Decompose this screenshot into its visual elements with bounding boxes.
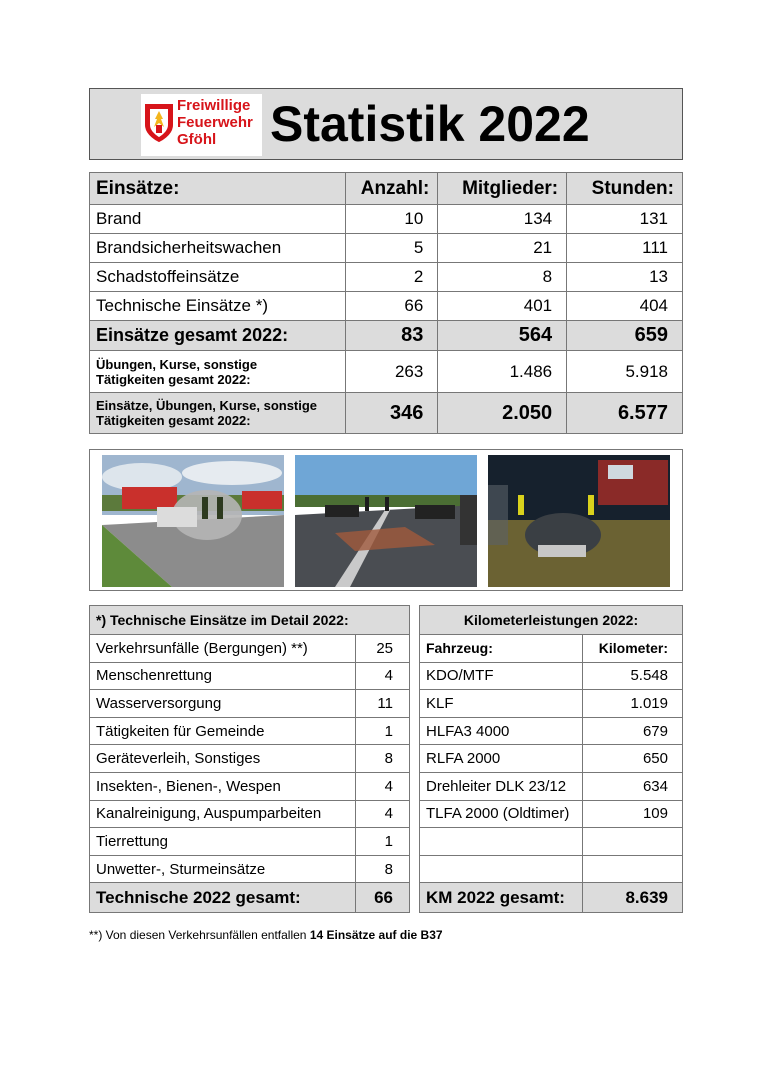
table-row [420,828,683,856]
einsaetze-total-row [90,321,683,351]
vehicle-name: KLF [420,690,583,718]
row-count: 8 [356,855,410,883]
vehicle-km [583,855,683,883]
total-stunden: 659 [567,321,683,351]
cell-anzahl: 2 [346,263,438,292]
technische-total-value: 66 [356,883,410,913]
cell-anzahl: 10 [346,205,438,234]
col-kilometer: Kilometer: [583,635,683,663]
cell-mitglieder: 401 [438,292,567,321]
gesamt-label-line-2: Tätigkeiten gesamt 2022: [96,413,251,428]
row-count: 1 [356,717,410,745]
col-mitglieder: Mitglieder: [438,173,567,205]
total-anzahl: 83 [346,321,438,351]
uebungen-mitglieder: 1.486 [438,351,567,393]
total-label: Einsätze gesamt 2022: [90,321,346,351]
row-label: Brand [90,205,346,234]
row-count: 4 [356,662,410,690]
row-label: Insekten-, Bienen-, Wespen [90,772,356,800]
row-label: Schadstoffeinsätze [90,263,346,292]
table-row [90,855,410,883]
km-header: Kilometerleistungen 2022: [420,606,683,635]
table-row [420,855,683,883]
einsaetze-header-row [90,173,683,205]
table-row [420,800,683,828]
technische-table [89,605,410,913]
uebungen-anzahl: 263 [346,351,438,393]
page-title: Statistik 2022 [270,96,590,152]
technische-total-label: Technische 2022 gesamt: [90,883,356,913]
vehicle-km: 109 [583,800,683,828]
table-row [90,772,410,800]
vehicle-name: TLFA 2000 (Oldtimer) [420,800,583,828]
row-label: Tierrettung [90,828,356,856]
cell-stunden: 111 [567,234,683,263]
cell-anzahl: 66 [346,292,438,321]
vehicle-km [583,828,683,856]
gesamt-anzahl: 346 [346,393,438,434]
cell-stunden: 13 [567,263,683,292]
footnote [89,928,443,942]
table-row [90,292,683,321]
logo-line-3: Gföhl [177,131,217,148]
cell-mitglieder: 21 [438,234,567,263]
footnote-bold: 14 Einsätze auf die B37 [309,928,443,942]
km-total-label: KM 2022 gesamt: [420,883,583,913]
row-count: 4 [356,800,410,828]
photo-strip [89,449,683,591]
row-count: 11 [356,690,410,718]
technische-total-row [90,883,410,913]
cell-stunden: 404 [567,292,683,321]
table-row [90,717,410,745]
col-einsaetze: Einsätze: [90,173,346,205]
km-subheader-row [420,635,683,663]
technische-header-row [90,606,410,635]
uebungen-row [90,351,683,393]
cell-mitglieder: 134 [438,205,567,234]
row-label: Verkehrsunfälle (Bergungen) **) [90,635,356,663]
row-label: Technische Einsätze *) [90,292,346,321]
logo-line-2: Feuerwehr [177,114,253,131]
vehicle-name: HLFA3 4000 [420,717,583,745]
row-count: 25 [356,635,410,663]
vehicle-km: 679 [583,717,683,745]
row-label: Brandsicherheitswachen [90,234,346,263]
photo-accident-fire [102,455,284,587]
table-row [90,263,683,292]
table-row [90,635,410,663]
shield-icon [144,103,174,143]
row-count: 8 [356,745,410,773]
row-label: Geräteverleih, Sonstiges [90,745,356,773]
gesamt-row [90,393,683,434]
gesamt-mitglieder: 2.050 [438,393,567,434]
vehicle-km: 634 [583,772,683,800]
col-anzahl: Anzahl: [346,173,438,205]
row-label: Tätigkeiten für Gemeinde [90,717,356,745]
vehicle-km: 1.019 [583,690,683,718]
table-row [420,690,683,718]
row-count: 1 [356,828,410,856]
row-label: Wasserversorgung [90,690,356,718]
km-header-row [420,606,683,635]
uebungen-label-line-1: Übungen, Kurse, sonstige [96,356,258,372]
logo-text [177,97,253,148]
photo-overturned-car [488,455,670,587]
km-total-value: 8.639 [583,883,683,913]
gesamt-label [90,393,346,434]
table-row [90,662,410,690]
table-row [90,828,410,856]
gesamt-label-line-1: Einsätze, Übungen, Kurse, sonstige [96,398,318,413]
table-row [90,690,410,718]
row-count: 4 [356,772,410,800]
table-row [90,800,410,828]
vehicle-name: KDO/MTF [420,662,583,690]
total-mitglieder: 564 [438,321,567,351]
col-fahrzeug: Fahrzeug: [420,635,583,663]
vehicle-name: RLFA 2000 [420,745,583,773]
cell-mitglieder: 8 [438,263,567,292]
vehicle-name [420,855,583,883]
logo-line-1: Freiwillige [177,97,251,114]
einsaetze-table [89,172,683,434]
page-header [89,88,683,160]
fire-brigade-logo [141,94,262,156]
table-row [420,772,683,800]
row-label: Menschenrettung [90,662,356,690]
vehicle-km: 650 [583,745,683,773]
photo-road-accident [295,455,477,587]
uebungen-label [90,351,346,393]
table-row [420,745,683,773]
row-label: Unwetter-, Sturmeinsätze [90,855,356,883]
km-total-row [420,883,683,913]
table-row [420,662,683,690]
vehicle-name [420,828,583,856]
uebungen-label-line-2: Tätigkeiten gesamt 2022: [96,371,251,387]
cell-stunden: 131 [567,205,683,234]
table-row [420,717,683,745]
table-row [90,745,410,773]
footnote-text: **) Von diesen Verkehrsunfällen entfallen [89,928,310,942]
uebungen-stunden: 5.918 [567,351,683,393]
cell-anzahl: 5 [346,234,438,263]
row-label: Kanalreinigung, Auspumparbeiten [90,800,356,828]
table-row [90,205,683,234]
technische-header: *) Technische Einsätze im Detail 2022: [90,606,410,635]
table-row [90,234,683,263]
vehicle-km: 5.548 [583,662,683,690]
vehicle-name: Drehleiter DLK 23/12 [420,772,583,800]
gesamt-stunden: 6.577 [567,393,683,434]
col-stunden: Stunden: [567,173,683,205]
kilometer-table [419,605,683,913]
